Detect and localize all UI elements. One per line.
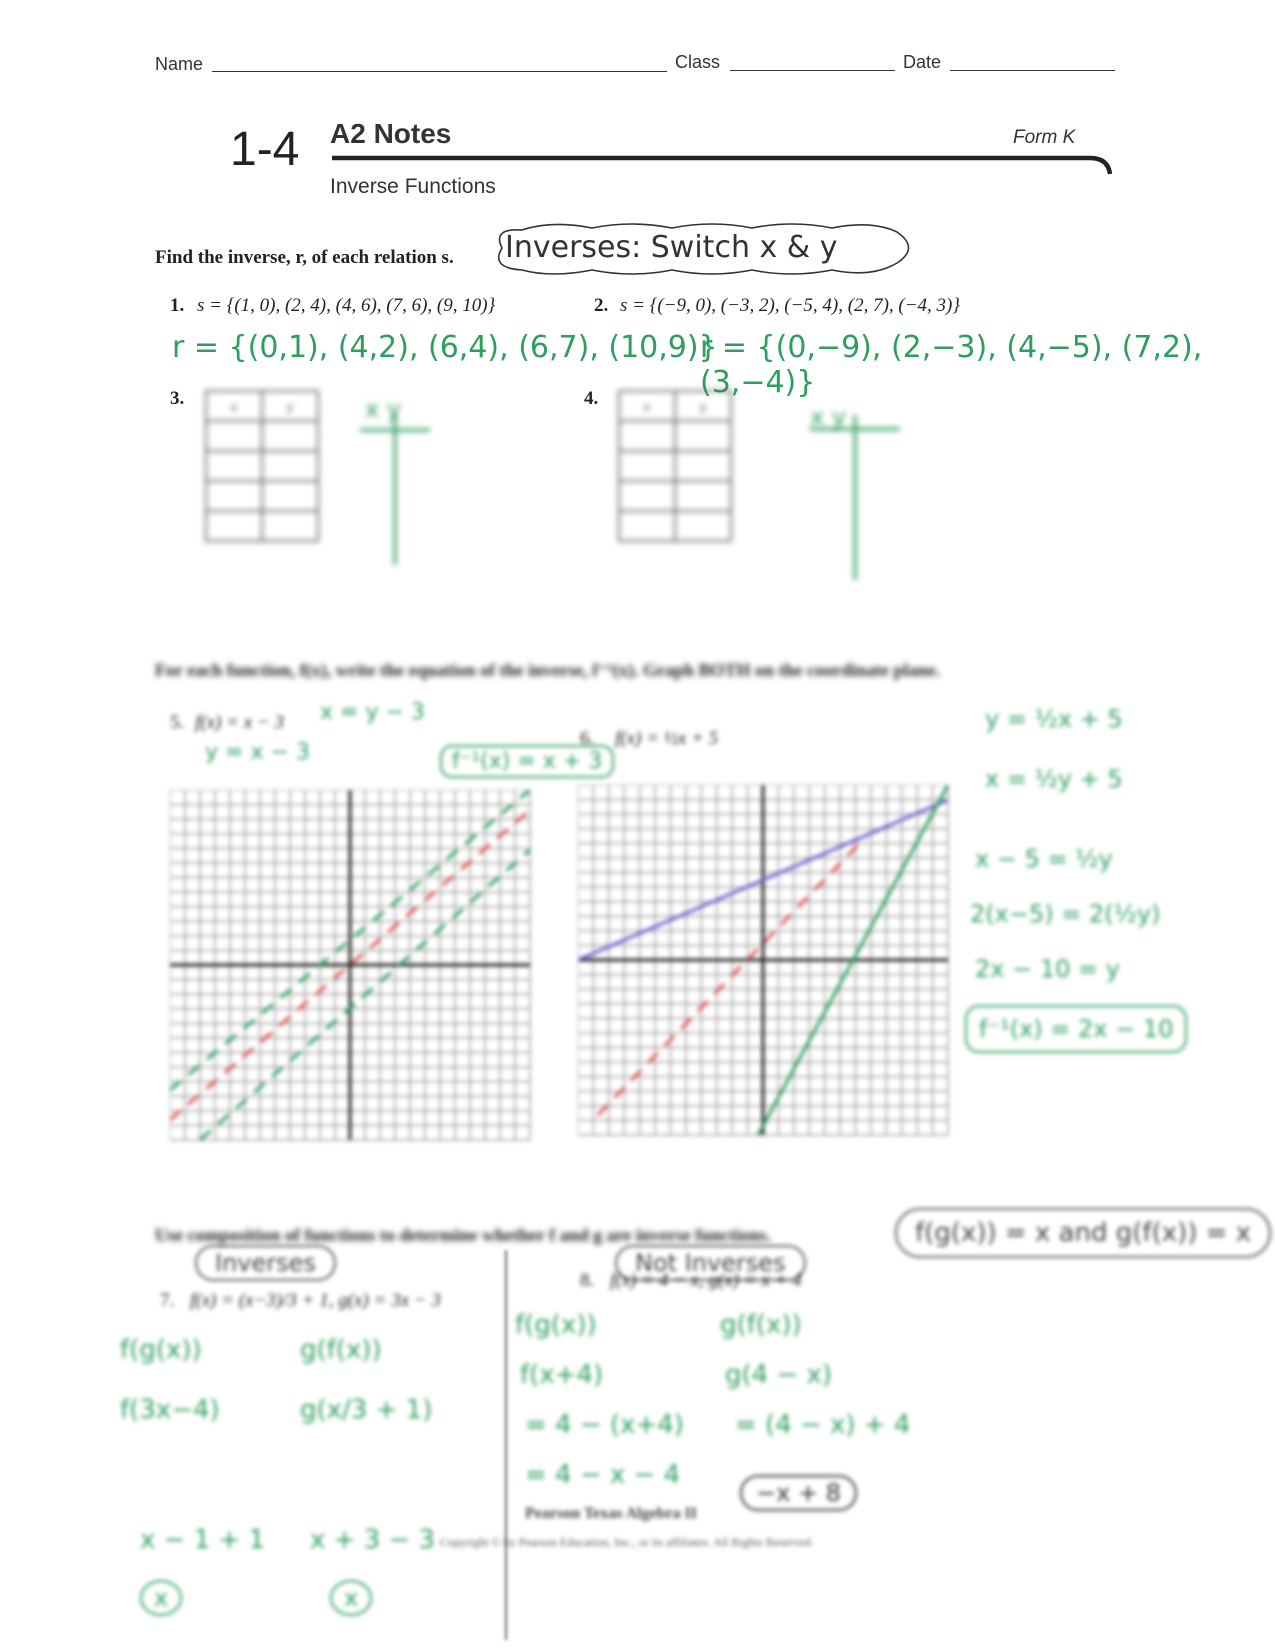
p5-answer: f⁻¹(x) = x + 3 xyxy=(440,745,614,778)
p2-answer: r = {(0,−9), (2,−3), (4,−5), (7,2), (3,−4)} xyxy=(700,330,1203,400)
p5-graph xyxy=(170,790,550,1160)
form-label: Form K xyxy=(1013,127,1076,148)
p6-answer: f⁻¹(x) = 2x − 10 xyxy=(965,1005,1187,1053)
p1-answer: r = {(0,1), (4,2), (6,4), (6,7), (10,9)} xyxy=(172,330,718,365)
p3-hand-grid xyxy=(355,415,435,575)
notes-title: A2 Notes xyxy=(330,118,452,149)
p4-hand-x: x xyxy=(810,403,825,431)
p2-relation: s = {(−9, 0), (−3, 2), (−5, 4), (2, 7), (−4, 3)} xyxy=(620,295,960,316)
p3-table xyxy=(205,390,319,542)
p4-table xyxy=(618,390,732,542)
p6-work-3: x − 5 = ½y xyxy=(975,845,1113,873)
p7-result-2: x xyxy=(330,1580,372,1616)
p7-result-1: x xyxy=(140,1580,182,1616)
p7-work-3: x − 1 + 1 xyxy=(140,1525,266,1555)
lesson-number: 1-4 xyxy=(230,123,300,176)
class-label: Class xyxy=(675,52,721,72)
p5-label: 5. xyxy=(170,712,185,733)
p8-work-3: = 4 − (x+4) xyxy=(525,1410,684,1440)
graph-line xyxy=(598,845,858,1115)
section3-divider xyxy=(505,1250,507,1640)
p6-work-2: x = ½y + 5 xyxy=(985,765,1123,793)
p4-table-x-header: x xyxy=(619,391,675,421)
p5-work-1: y = x − 3 xyxy=(205,740,310,765)
p5-work-2: x = y − 3 xyxy=(320,700,425,725)
p8-result-2: −x + 8 xyxy=(740,1475,857,1511)
class-line[interactable] xyxy=(730,70,895,71)
p1-relation: s = {(1, 0), (2, 4), (4, 6), (7, 6), (9, 10)} xyxy=(197,295,496,316)
footer-copyright: Copyright © by Pearson Education, Inc., or its affiliates. All Rights Reserved. xyxy=(440,1535,814,1549)
composition-note: f(g(x)) = x and g(f(x)) = x xyxy=(895,1208,1271,1258)
p8-work-5: g(f(x)) xyxy=(720,1310,802,1340)
p7-work-1: f(g(x)) xyxy=(120,1335,202,1365)
name-label: Name xyxy=(155,54,204,74)
p4-hand-y: y xyxy=(831,403,847,431)
p3-table-y-header: y xyxy=(262,391,318,421)
p5-function: f(x) = x − 3 xyxy=(195,712,284,733)
date-label: Date xyxy=(903,52,942,72)
p6-label: 6. xyxy=(580,728,595,749)
p8-label: 8. xyxy=(580,1270,595,1291)
p7-work-6: x + 3 − 3 xyxy=(310,1525,436,1555)
p8-work-6: g(4 − x) xyxy=(725,1360,833,1390)
p7-work-5: g(x/3 + 1) xyxy=(300,1395,433,1425)
section1-instruction: Find the inverse, r, of each relation s. xyxy=(155,247,454,268)
p8-verdict: Not Inverses xyxy=(615,1245,806,1281)
p7-functions: f(x) = (x−3)/3 + 1, g(x) = 3x − 3 xyxy=(190,1290,441,1311)
p3-label: 3. xyxy=(170,388,185,409)
section3-instruction: Use composition of functions to determine whether f and g are inverse functions. xyxy=(155,1225,771,1245)
p8-work-4: = 4 − x − 4 xyxy=(525,1460,681,1490)
p6-graph xyxy=(578,785,968,1155)
inverse-note: Inverses: Switch x & y xyxy=(505,230,838,265)
name-line[interactable] xyxy=(212,71,667,72)
p7-verdict: Inverses xyxy=(195,1245,336,1281)
p8-work-2: f(x+4) xyxy=(520,1360,604,1390)
p4-table-y-header: y xyxy=(675,391,731,421)
p4-hand-grid xyxy=(805,415,905,585)
lesson-subtitle: Inverse Functions xyxy=(330,175,496,198)
section2-instruction: For each function, f(x), write the equation of the inverse, f⁻¹(x). Graph BOTH on the coordinate plane. xyxy=(155,660,941,680)
p8-functions: f(x) = 4 − x, g(x) = x + 4 xyxy=(610,1270,802,1291)
p8-work-7: = (4 − x) + 4 xyxy=(735,1410,911,1440)
p3-table-x-header: x xyxy=(206,391,262,421)
p6-function: f(x) = ½x + 5 xyxy=(615,728,719,749)
footer-book: Pearson Texas Algebra II xyxy=(525,1505,698,1522)
p1-label: 1. xyxy=(170,295,185,316)
p7-work-4: g(f(x)) xyxy=(300,1335,382,1365)
p6-work-4: 2(x−5) = 2(½y) xyxy=(970,900,1161,928)
p6-work-1: y = ½x + 5 xyxy=(985,705,1123,733)
p4-label: 4. xyxy=(584,388,599,409)
p3-hand-y: y xyxy=(386,395,402,423)
p2-label: 2. xyxy=(594,295,609,316)
p7-work-2: f(3x−4) xyxy=(120,1395,220,1425)
p7-label: 7. xyxy=(160,1290,175,1311)
p3-hand-x: x xyxy=(365,395,380,423)
date-line[interactable] xyxy=(950,70,1115,71)
p8-work-1: f(g(x)) xyxy=(515,1310,597,1340)
p6-work-5: 2x − 10 = y xyxy=(975,955,1120,983)
